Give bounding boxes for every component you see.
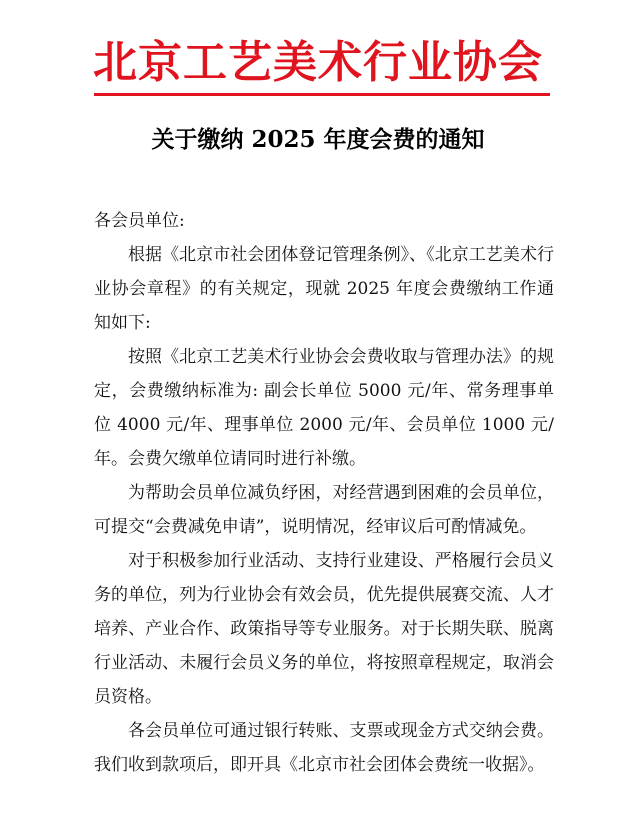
notice-title: 关于缴纳 2025 年度会费的通知 <box>151 126 485 153</box>
org-letterhead-title: 北京工艺美术行业协会 <box>93 37 543 88</box>
notice-body <box>94 204 554 782</box>
paragraph-fee-standard: 按照《北京工艺美术行业协会会费收取与管理办法》的规定，会费缴纳标准为: 副会长单位 5000 元/年、常务理事单位 4000 元/年、理事单位 2000 元/年、会员单位 1000 元/年。会费欠缴单位请同时进行补缴。 <box>94 347 554 469</box>
salutation: 各会员单位: <box>94 211 185 231</box>
paragraph-legal-basis: 根据《北京市社会团体登记管理条例》、《北京工艺美术行业协会章程》的有关规定，现就 2025 年度会费缴纳工作通知如下: <box>94 245 554 333</box>
letterhead-divider <box>94 93 550 96</box>
paragraph-fee-reduction: 为帮助会员单位减负纾困，对经营遇到困难的会员单位，可提交“会费减免申请”，说明情况，经审议后可酌情减免。 <box>94 483 554 537</box>
paragraph-member-status: 对于积极参加行业活动、支持行业建设、严格履行会员义务的单位，列为行业协会有效会员，优先提供展赛交流、人才培养、产业合作、政策指导等专业服务。对于长期失联、脱离行业活动、未履行会员义务的单位，将按照章程规定，取消会员资格。 <box>94 551 554 707</box>
paragraph-payment-method: 各会员单位可通过银行转账、支票或现金方式交纳会费。我们收到款项后，即开具《北京市社会团体会费统一收据》。 <box>94 721 554 775</box>
